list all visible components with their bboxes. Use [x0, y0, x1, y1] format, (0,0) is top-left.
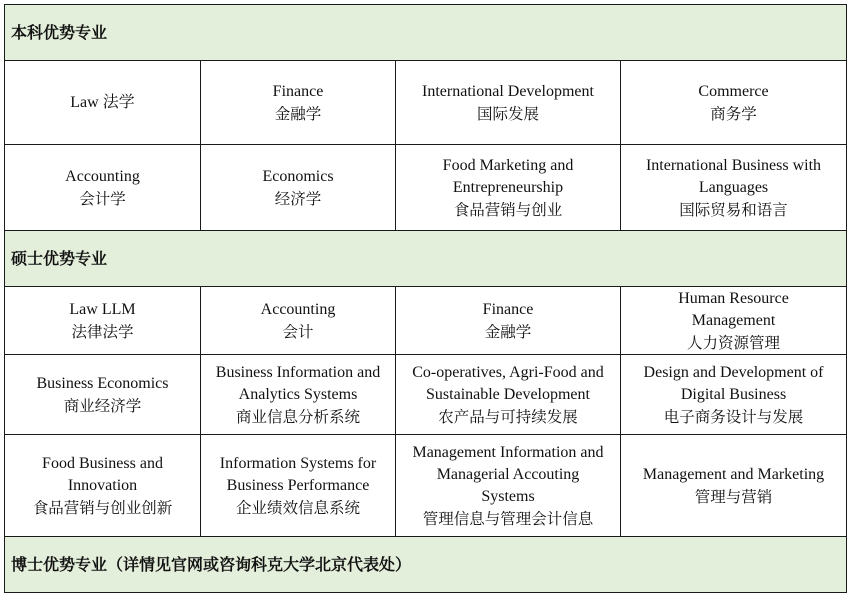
section-header-row-phd [5, 537, 847, 593]
program-name-line: Management and Marketing [642, 465, 825, 483]
program-name-line: 会计 [282, 322, 314, 341]
section-title-undergrad: 本科优势专业 [5, 5, 847, 61]
program-cell [201, 435, 396, 537]
program-name-line: Food Marketing and [442, 156, 574, 174]
program-name-line: 商务学 [710, 104, 757, 123]
program-name-line: Accounting [65, 167, 140, 185]
program-cell [396, 61, 621, 145]
program-name-line: Business Performance [226, 476, 370, 494]
program-name-line: Accounting [260, 300, 336, 318]
program-name-line: Co-operatives, Agri-Food and [412, 363, 604, 381]
program-cell [621, 287, 847, 355]
program-name-line: Business Information and [215, 363, 381, 381]
program-cell [621, 435, 847, 537]
program-name-line: Design and Development of [643, 363, 824, 381]
program-name-line: Food Business and [42, 454, 163, 472]
program-name-line: Management Information and [412, 443, 604, 461]
program-name-line: 管理信息与管理会计信息 [422, 509, 594, 528]
program-name-line: 国际贸易和语言 [679, 200, 788, 219]
program-name-line: Business Economics [36, 374, 169, 392]
program-cell [396, 355, 621, 435]
program-name-line: Sustainable Development [426, 385, 590, 403]
program-cell [5, 355, 201, 435]
program-cell [5, 145, 201, 231]
program-name-line: 经济学 [274, 189, 322, 208]
program-name-line: 金融学 [274, 104, 322, 123]
program-name-line: Entrepreneurship [452, 178, 564, 196]
program-name-line: 会计学 [79, 189, 126, 208]
program-name-line: Human Resource [678, 289, 789, 307]
program-name-line: 国际发展 [476, 104, 539, 123]
program-name-line: 农产品与可持续发展 [438, 407, 578, 426]
program-name-line: Law LLM [69, 300, 136, 318]
program-name-line: 电子商务设计与发展 [663, 407, 804, 426]
table-row [5, 355, 847, 435]
program-name-line: Digital Business [680, 385, 787, 403]
program-cell [621, 355, 847, 435]
program-name-line: Management [691, 311, 776, 329]
program-name-line: 管理与营销 [694, 487, 773, 506]
program-cell [396, 287, 621, 355]
programs-table [4, 4, 847, 593]
section-title-phd: 博士优势专业（详情见官网或咨询科克大学北京代表处） [5, 537, 847, 593]
program-cell [5, 61, 201, 145]
program-cell [201, 287, 396, 355]
program-name-line: 商业信息分析系统 [235, 407, 360, 426]
program-name-line: International Development [422, 82, 594, 100]
program-name-line: Finance [482, 300, 534, 318]
program-cell [396, 145, 621, 231]
program-name-line: Commerce [698, 82, 769, 100]
programs-table-container [4, 4, 846, 593]
table-row [5, 435, 847, 537]
table-row [5, 287, 847, 355]
program-cell [621, 145, 847, 231]
program-cell [5, 435, 201, 537]
section-header-row-undergrad [5, 5, 847, 61]
table-body [5, 5, 847, 593]
program-cell [396, 435, 621, 537]
program-name-line: International Business with [645, 156, 822, 174]
program-name-line: Innovation [67, 476, 138, 494]
program-name-line: 法律法学 [71, 322, 134, 341]
program-name-line: 商业经济学 [63, 396, 142, 415]
program-name-line: 金融学 [484, 322, 532, 341]
program-name-line: Economics [262, 167, 334, 185]
program-cell [201, 355, 396, 435]
program-name-line: Analytics Systems [238, 385, 358, 403]
program-cell [621, 61, 847, 145]
section-title-masters: 硕士优势专业 [5, 231, 847, 287]
program-name-line: Finance [272, 82, 324, 100]
program-name-line: Law 法学 [70, 93, 135, 111]
table-row [5, 61, 847, 145]
program-name-line: Managerial Accouting [436, 465, 580, 483]
program-name-line: 食品营销与创业 [453, 200, 563, 219]
program-name-line: Information Systems for [219, 454, 377, 472]
program-name-line: 人力资源管理 [687, 333, 781, 352]
table-row [5, 145, 847, 231]
program-name-line: Systems [481, 487, 535, 505]
program-name-line: 食品营销与创业创新 [32, 498, 173, 517]
program-name-line: 企业绩效信息系统 [235, 498, 360, 517]
program-cell [201, 61, 396, 145]
program-cell [5, 287, 201, 355]
section-header-row-masters [5, 231, 847, 287]
program-cell [201, 145, 396, 231]
program-name-line: Languages [698, 178, 769, 196]
